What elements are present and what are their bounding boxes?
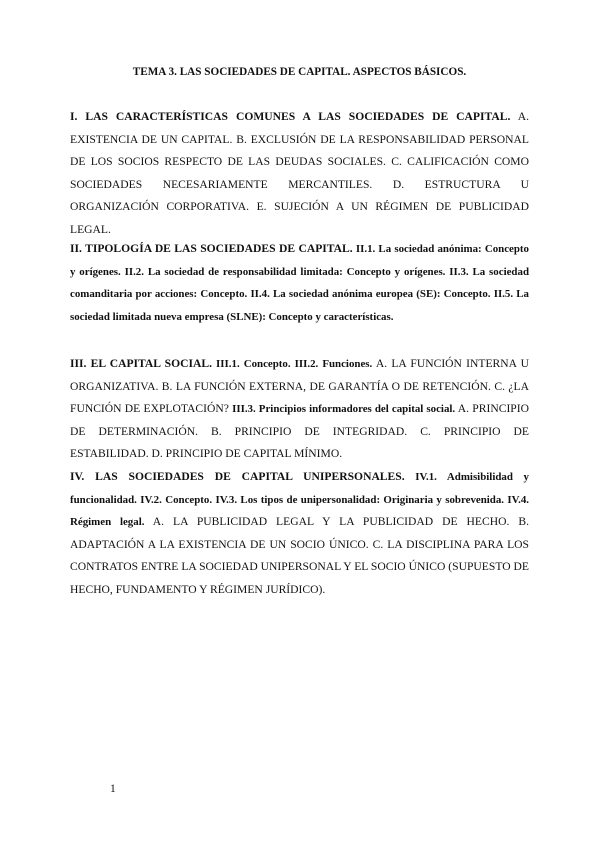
section-iv	[70, 466, 529, 601]
section-iv-heading: IV. LAS SOCIEDADES DE CAPITAL UNIPERSONALES.	[70, 470, 405, 483]
section-iv-subtopics: IV.1. Admisibilidad y funcionalidad. IV.2. Concepto. IV.3. Los tipos de unipersonalidad: Originaria y sobrevenida. IV.4. Régimen legal.	[70, 471, 529, 528]
section-ii	[70, 238, 529, 328]
section-i	[70, 106, 529, 241]
document-page	[70, 0, 529, 848]
section-ii-body: II.1. La sociedad anónima: Concepto y orígenes. II.2. La sociedad de responsabilidad limitada: Concepto y orígenes. II.3. La sociedad comanditaria por acciones: Concepto. II.4. La sociedad anónima europea (SE): Concepto. II.5. La sociedad limitada nueva empresa (SLNE): Concepto y características.	[70, 243, 529, 323]
section-iv-detail: A. LA PUBLICIDAD LEGAL Y LA PUBLICIDAD DE HECHO. B. ADAPTACIÓN A LA EXISTENCIA DE UN SOCIO ÚNICO. C. LA DISCIPLINA PARA LOS CONTRATOS ENTRE LA SOCIEDAD UNIPERSONAL Y EL SOCIO ÚNICO (SUPUESTO DE HECHO, FUNDAMENTO Y RÉGIMEN JURÍDICO).	[70, 515, 529, 596]
section-iii-detail-2: A. PRINCIPIO DE DETERMINACIÓN. B. PRINCIPIO DE INTEGRIDAD. C. PRINCIPIO DE ESTABILIDAD. D. PRINCIPIO DE CAPITAL MÍNIMO.	[70, 402, 529, 460]
section-i-body: A. EXISTENCIA DE UN CAPITAL. B. EXCLUSIÓN DE LA RESPONSABILIDAD PERSONAL DE LOS SOCIOS RESPECTO DE LAS DEUDAS SOCIALES. C. CALIFICACIÓN COMO SOCIEDADES NECESARIAMENTE MERCANTILES. D. ESTRUCTURA U ORGANIZACIÓN CORPORATIVA. E. SUJECIÓN A UN RÉGIMEN DE PUBLICIDAD LEGAL.	[70, 110, 530, 236]
page-number: 1	[110, 783, 116, 795]
section-iii-subtopics-1: III.1. Concepto. III.2. Funciones.	[212, 358, 373, 370]
section-iii-subtopic-3: III.3. Principios informadores del capital social.	[232, 403, 456, 415]
section-iii-heading: III. EL CAPITAL SOCIAL.	[70, 357, 212, 370]
section-ii-heading: II. TIPOLOGÍA DE LAS SOCIEDADES DE CAPITAL.	[70, 242, 353, 255]
section-iii	[70, 353, 529, 466]
section-iii-detail-1: A. LA FUNCIÓN INTERNA U ORGANIZATIVA. B. LA FUNCIÓN EXTERNA, DE GARANTÍA O DE RETENCIÓN. C. ¿LA FUNCIÓN DE EXPLOTACIÓN?	[70, 357, 529, 415]
section-i-heading: I. LAS CARACTERÍSTICAS COMUNES A LAS SOCIEDADES DE CAPITAL.	[70, 110, 511, 123]
document-title: TEMA 3. LAS SOCIEDADES DE CAPITAL. ASPECTOS BÁSICOS.	[132, 66, 467, 78]
